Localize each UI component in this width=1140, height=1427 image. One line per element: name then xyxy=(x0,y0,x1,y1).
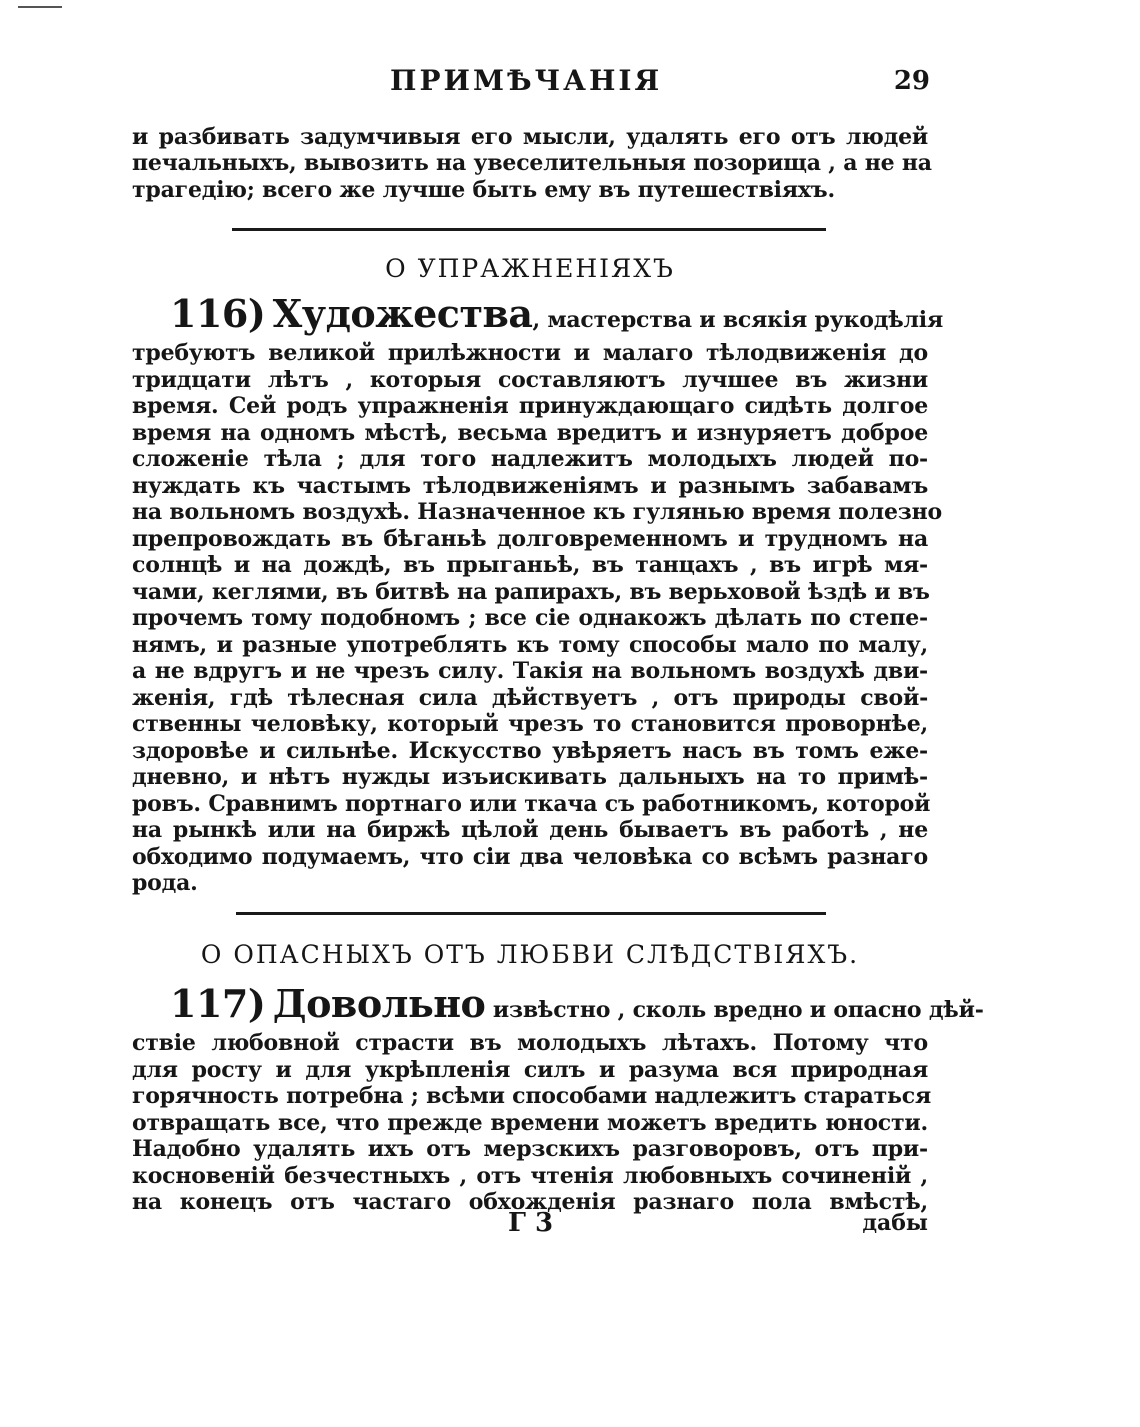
text-line: сложеніе тѣла ; для того надлежитъ молодыхъ людей по- xyxy=(132,446,928,472)
paragraph-number: 117) xyxy=(170,981,266,1026)
lead-word: Художества xyxy=(272,291,533,336)
text-line: Надобно удалять ихъ отъ мерзскихъ разговоровъ, отъ при- xyxy=(132,1136,928,1162)
intro-paragraph xyxy=(132,124,932,203)
text-line: время. Сей родъ упражненія принуждающаго сидѣть долгое xyxy=(132,393,928,419)
lead-word: Довольно xyxy=(272,981,486,1026)
text-line: отвращать все, что прежде времени можетъ вредить юности. xyxy=(132,1109,928,1136)
text-line: рода. xyxy=(132,870,198,896)
text-line: женія, гдѣ тѣлесная сила дѣйствуетъ , отъ природы свой- xyxy=(132,684,928,711)
first-line-text: , мастерства и всякія рукодѣлія xyxy=(532,307,943,333)
text-line: препровождать въ бѣганьѣ долговременномъ и трудномъ на xyxy=(132,525,928,552)
paragraph-number: 116) xyxy=(170,291,266,336)
text-line: горячность потребна ; всѣми способами надлежитъ стараться xyxy=(132,1083,932,1109)
section-divider xyxy=(232,228,826,231)
text-line: для росту и для укрѣпленія силъ и разума вся природная xyxy=(132,1056,928,1083)
section-divider xyxy=(236,912,826,915)
scan-corner-mark xyxy=(18,6,62,8)
text-line: нямъ, и разные употреблять къ тому способы мало по малу, xyxy=(132,631,928,658)
text-line: на конецъ отъ частаго обхожденія разнаго пола вмѣстѣ, xyxy=(132,1189,928,1215)
text-line: требуютъ великой прилѣжности и малаго тѣлодвиженія до xyxy=(132,340,928,366)
section-heading-exercises: О УПРАЖНЕНІЯХЪ xyxy=(385,254,675,283)
text-line: здоровѣе и сильнѣе. Искусство увѣряетъ насъ въ томъ еже- xyxy=(132,737,928,764)
text-line: дневно, и нѣтъ нужды изъискивать дальныхъ на то примѣ- xyxy=(132,764,928,790)
text-line: время на одномъ мѣстѣ, весьма вредитъ и изнуряетъ доброе xyxy=(132,419,928,446)
text-line: трагедію; всего же лучше быть ему въ путешествіяхъ. xyxy=(132,176,835,203)
first-line-text: извѣстно , сколь вредно и опасно дѣй- xyxy=(492,997,984,1023)
text-line: тридцати лѣтъ , которыя составляютъ лучшее въ жизни xyxy=(132,366,928,393)
text-line: косновеній безчестныхъ , отъ чтенія любовныхъ сочиненій , xyxy=(132,1162,928,1189)
text-line: обходимо подумаемъ, что сіи два человѣка со всѣмъ разнаго xyxy=(132,843,928,870)
text-line: на вольномъ воздухѣ. Назначенное къ гулянью время полезно xyxy=(132,499,942,525)
running-head: ПРИМѢЧАНІЯ xyxy=(390,64,663,97)
text-line: ровъ. Сравнимъ портнаго или ткача съ работникомъ, которой xyxy=(132,790,931,817)
text-line: чами, кеглями, въ битвѣ на рапирахъ, въ верьховой ѣздѣ и въ xyxy=(132,578,930,605)
paragraph-117 xyxy=(132,981,984,1216)
text-line: и разбивать задумчивыя его мысли, удалять его отъ людей xyxy=(132,124,928,150)
text-line: на рынкѣ или на биржѣ цѣлой день бываетъ въ работѣ , не xyxy=(132,817,928,843)
paragraph-first-line xyxy=(132,291,943,340)
text-line: прочемъ тому подобномъ ; все сіе однакожъ дѣлать по степе- xyxy=(132,605,928,631)
text-line: нуждать къ частымъ тѣлодвиженіямъ и разнымъ забавамъ xyxy=(132,472,928,499)
paragraph-116 xyxy=(132,291,943,897)
paragraph-first-line xyxy=(132,981,984,1030)
page-number: 29 xyxy=(893,66,930,96)
section-heading-love-consequences: О ОПАСНЫХЪ ОТЪ ЛЮБВИ СЛѢДСТВІЯХЪ. xyxy=(200,940,860,969)
text-line: ствіе любовной страсти въ молодыхъ лѣтахъ. Потому что xyxy=(132,1030,928,1056)
text-line: ственны человѣку, который чрезъ то становится проворнѣе, xyxy=(132,711,928,737)
text-line: а не вдругъ и не чрезъ силу. Такія на вольномъ воздухѣ дви- xyxy=(132,658,928,684)
page-header xyxy=(130,64,930,104)
text-line: солнцѣ и на дождѣ, въ прыганьѣ, въ танцахъ , въ игрѣ мя- xyxy=(132,552,928,578)
catchword: дабы xyxy=(862,1210,928,1236)
text-line: печальныхъ, вывозить на увеселительныя позорища , а не на xyxy=(132,150,932,177)
signature-mark: Г 3 xyxy=(508,1208,554,1238)
